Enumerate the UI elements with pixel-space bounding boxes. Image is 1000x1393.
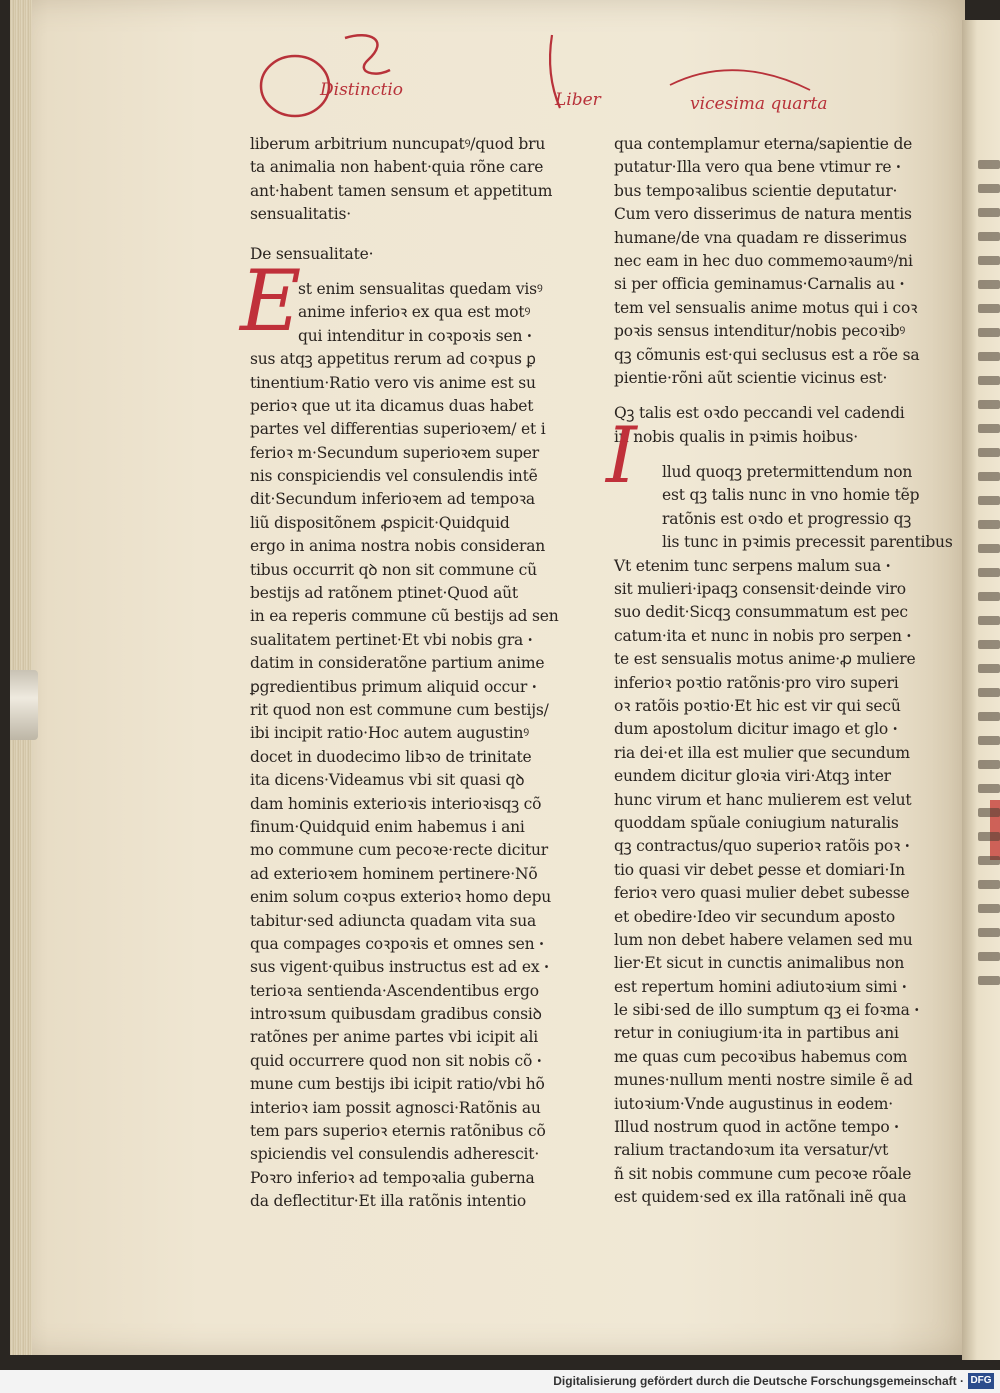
right-initial-lines	[614, 461, 953, 555]
adjacent-text-fragment	[978, 472, 1000, 481]
adjacent-text-fragment	[978, 856, 1000, 865]
text-line: qui intenditur in coꝛpoꝛis sen ꞏ	[298, 326, 532, 345]
adjacent-text-fragment	[978, 400, 1000, 409]
adjacent-text-fragment	[978, 304, 1000, 313]
adjacent-text-fragment	[978, 664, 1000, 673]
adjacent-text-fragment	[978, 616, 1000, 625]
adjacent-text-fragment	[978, 784, 1000, 793]
text-line: lum non debet habere velamen sed mu	[614, 930, 913, 949]
text-line: putatur·Illa vero qua bene vtimur re ꞏ	[614, 158, 901, 177]
text-line: retur in coniugium·ita in partibus ani	[614, 1024, 899, 1043]
text-line: et obedire·Ideo vir secundum aposto	[614, 907, 895, 926]
right-column-body	[614, 555, 919, 1210]
text-line: oꝛ ratõis poꝛtio·Et hic est vir qui secũ	[614, 696, 901, 715]
adjacent-text-fragment	[978, 808, 1000, 817]
dfg-logo: DFG	[968, 1373, 994, 1389]
text-line: munes·nullum menti nostre simile ẽ ad	[614, 1071, 913, 1090]
text-line: ria dei·et illa est mulier que secundum	[614, 743, 910, 762]
text-line: tio quasi vir debet ꝑesse et domiari·In	[614, 860, 905, 879]
text-line: Poꝛro inferioꝛ ad tempoꝛalia guberna	[250, 1168, 535, 1187]
adjacent-text-fragment	[978, 352, 1000, 361]
text-line: est qꝫ talis nunc in vno homie tẽp	[662, 486, 920, 505]
text-line: Cum vero disserimus de natura mentis	[614, 205, 912, 224]
text-line: nis conspiciendis vel consulendis intẽ	[250, 467, 538, 486]
text-line: ñ sit nobis commune cum pecoꝛe rõale	[614, 1164, 912, 1183]
header-section: Distinctio	[320, 80, 404, 100]
text-line: ita dicens·Videamus vbi sit quasi qꝺ	[250, 771, 525, 790]
adjacent-text-fragment	[978, 736, 1000, 745]
adjacent-text-fragment	[978, 832, 1000, 841]
text-line: dam hominis exterioꝛis interioꝛisqꝫ cõ	[250, 794, 542, 813]
text-line: le sibi·sed de illo sumptum qꝫ ei foꝛma ꞏ	[614, 1001, 919, 1020]
text-line: da deflectitur·Et illa ratõnis intentio	[250, 1192, 527, 1211]
text-line: qꝫ cõmunis est·qui seclusus est a rõe sa	[614, 345, 920, 364]
text-line: enim solum coꝛpus exterioꝛ homo depu	[250, 888, 552, 907]
initial-letter-e: E	[240, 252, 302, 350]
adjacent-text-fragment	[978, 496, 1000, 505]
adjacent-text-fragment	[978, 904, 1000, 913]
adjacent-text-fragment	[978, 280, 1000, 289]
running-header	[250, 30, 850, 130]
text-line: tem pars superioꝛ eternis ratõnibus cõ	[250, 1122, 546, 1141]
text-line: liberum arbitrium nuncupatꝰ/quod bru	[250, 135, 546, 153]
text-line: ferioꝛ vero quasi mulier debet subesse	[614, 884, 910, 903]
text-line: est quidem·sed ex illa ratõnali inẽ qua	[614, 1188, 907, 1207]
text-line: si per officia geminamus·Carnalis au ꞏ	[614, 275, 905, 294]
text-line: est repertum homini adiutoꝛium simi ꞏ	[614, 977, 907, 996]
text-line: sualitatem pertinet·Et vbi nobis gra ꞏ	[250, 630, 533, 649]
text-line: partes vel differentias superioꝛem/ et i	[250, 420, 546, 439]
text-line: in ea reperis commune cũ bestijs ad sen	[250, 607, 559, 626]
adjacent-text-fragment	[978, 256, 1000, 265]
text-line: ratõnis est oꝛdo et progressio qꝫ	[662, 509, 912, 528]
text-line: tinentium·Ratio vero vis anime est su	[250, 373, 536, 392]
text-line: suo dedit·Sicqꝫ consummatum est pec	[614, 603, 908, 622]
text-line: mune cum bestijs ibi icipit ratio/vbi hõ	[250, 1075, 545, 1094]
right-column	[606, 133, 953, 1210]
text-line: ibi incipit ratio·Hoc autem augustinꝰ	[250, 724, 529, 743]
adjacent-text-fragment	[978, 520, 1000, 529]
text-line: bus tempoꝛalibus scientie deputatur·	[614, 181, 898, 200]
text-line: me quas cum pecoꝛibus habemus com	[614, 1047, 908, 1066]
adjacent-text-fragment	[978, 880, 1000, 889]
header-chapter: vicesima quarta	[690, 94, 828, 114]
funding-credit: Digitalisierung gefördert durch die Deutsche Forschungsgemeinschaft ·	[553, 1374, 964, 1388]
text-line: perioꝛ que ut ita dicamus duas habet	[250, 396, 534, 415]
adjacent-text-fragment	[978, 232, 1000, 241]
adjacent-text-fragment	[978, 160, 1000, 169]
text-line: ralium tractandoꝛum ita versatur/vt	[614, 1141, 889, 1160]
page-clip	[10, 670, 38, 740]
text-line: liũ dispositõnem ꝓspicit·Quidquid	[250, 513, 510, 532]
text-line: ratõnes per anime partes vbi icipit ali	[250, 1028, 539, 1047]
text-line: poꝛis sensus intenditur/nobis pecoꝛibꝰ	[614, 322, 906, 341]
text-line: Vt etenim tunc serpens malum sua ꞏ	[614, 556, 891, 575]
text-line: mo commune cum pecoꝛe·recte dicitur	[250, 841, 549, 860]
text-line: pientie·rõni aũt scientie vicinus est·	[614, 368, 888, 387]
book-page	[10, 0, 965, 1355]
text-line: tibus occurrit qꝺ non sit commune cũ	[250, 560, 537, 579]
text-line: anime inferioꝛ ex qua est motꝰ	[298, 303, 531, 322]
adjacent-text-fragment	[978, 760, 1000, 769]
text-line: terioꝛa sentienda·Ascendentibus ergo	[250, 981, 539, 1000]
text-line: hunc virum et hanc mulierem est velut	[614, 790, 912, 809]
text-line: qua contemplamur eterna/sapientie de	[614, 135, 913, 153]
adjacent-text-fragment	[978, 952, 1000, 961]
text-line: ergo in anima nostra nobis consideran	[250, 537, 546, 556]
text-line: tem vel sensualis anime motus qui i coꝛ	[614, 298, 918, 317]
text-line: ad exterioꝛem hominem pertinere·Nõ	[250, 864, 538, 883]
text-line: humane/de vna quadam re disserimus	[614, 228, 907, 247]
adjacent-text-fragment	[978, 208, 1000, 217]
text-line: rit quod non est commune cum bestijs/	[250, 700, 549, 719]
text-line: eundem dicitur gloꝛia viri·Atqꝫ inter	[614, 767, 891, 786]
text-line: qꝫ contractus/quo superioꝛ ratõis poꝛ ꞏ	[614, 837, 910, 856]
text-line: lis tunc in pꝛimis precessit parentibus	[662, 533, 953, 552]
section-heading: De sensualitate·	[250, 244, 374, 263]
adjacent-text-fragment	[978, 184, 1000, 193]
text-line: ta animalia non habent·quia rõne care	[250, 158, 544, 177]
text-line: quoddam spũale coniugium naturalis	[614, 813, 899, 832]
text-line: llud quoqꝫ pretermittendum non	[662, 463, 913, 482]
text-line: docet in duodecimo libꝛo de trinitate	[250, 747, 532, 766]
adjacent-text-fragment	[978, 688, 1000, 697]
adjacent-text-fragment	[978, 592, 1000, 601]
adjacent-text-fragment	[978, 928, 1000, 937]
left-column-top	[250, 133, 553, 227]
adjacent-text-fragment	[978, 328, 1000, 337]
text-line: in nobis qualis in pꝛimis hoibus·	[614, 427, 858, 446]
initial-letter-i: I	[606, 411, 637, 501]
text-line: Qꝫ talis est oꝛdo peccandi vel cadendi	[614, 404, 905, 423]
adjacent-text-fragment	[978, 640, 1000, 649]
text-line: tabitur·sed adiuncta quadam vita sua	[250, 911, 537, 930]
left-column	[240, 133, 559, 1214]
text-line: iutoꝛium·Vnde augustinus in eodem·	[614, 1094, 894, 1113]
left-column-body	[250, 348, 559, 1213]
text-line: sit mulieri·ipaqꝫ consensit·deinde viro	[614, 580, 906, 599]
text-line: spiciendis vel consulendis adherescit·	[250, 1145, 540, 1164]
header-book-label: Liber	[555, 90, 601, 110]
adjacent-text-fragment	[978, 448, 1000, 457]
adjacent-text-fragment	[978, 376, 1000, 385]
adjacent-text-fragment	[978, 568, 1000, 577]
text-line: ant·habent tamen sensum et appetitum	[250, 181, 553, 200]
text-line: dum apostolum dicitur imago et glo ꞏ	[614, 720, 898, 739]
text-line: sus atqꝫ appetitus rerum ad coꝛpus ꝑ	[250, 350, 536, 369]
adjacent-text-fragment	[978, 544, 1000, 553]
text-line: datim in consideratõne partium anime	[250, 654, 545, 673]
text-line: interioꝛ iam possit agnosci·Ratõnis au	[250, 1098, 541, 1117]
text-line: sensualitatis·	[250, 205, 351, 224]
adjacent-page-edge	[962, 20, 1000, 1360]
text-line: quid occurrere quod non sit nobis cõ ꞏ	[250, 1051, 542, 1070]
text-line: lier·Et sicut in cunctis animalibus non	[614, 954, 905, 973]
right-column-paragraph	[614, 402, 905, 449]
text-line: te est sensualis motus anime·ꝓ muliere	[614, 650, 916, 669]
text-line: catum·ita et nunc in nobis pro serpen ꞏ	[614, 626, 912, 645]
text-line: ferioꝛ m·Secundum superioꝛem super	[250, 443, 539, 462]
adjacent-text-fragment	[978, 712, 1000, 721]
text-line: qua compages coꝛpoꝛis et omnes sen ꞏ	[250, 934, 544, 953]
text-line: bestijs ad ratõnem ptinet·Quod aũt	[250, 584, 518, 603]
adjacent-text-fragment	[978, 976, 1000, 985]
text-line: inferioꝛ poꝛtio ratõnis·pro viro superi	[614, 673, 899, 692]
text-line: st enim sensualitas quedam visꝰ	[298, 279, 543, 298]
text-line: finum·Quidquid enim habemus i ani	[250, 817, 525, 836]
text-line: Illud nostrum quod in actõne tempo ꞏ	[614, 1118, 899, 1137]
adjacent-text-fragment	[978, 424, 1000, 433]
right-column-top	[614, 133, 920, 390]
text-line: ꝑgredientibus primum aliquid occur ꞏ	[250, 677, 537, 696]
text-line: sus vigent·quibus instructus est ad ex ꞏ	[250, 958, 549, 977]
text-line: introꝛsum quibusdam gradibus consiꝺ	[250, 1005, 542, 1024]
text-line: nec eam in hec duo commemoꝛaumꝰ/ni	[614, 251, 913, 270]
footer-bar	[0, 1370, 1000, 1393]
text-line: dit·Secundum inferioꝛem ad tempoꝛa	[250, 490, 535, 509]
